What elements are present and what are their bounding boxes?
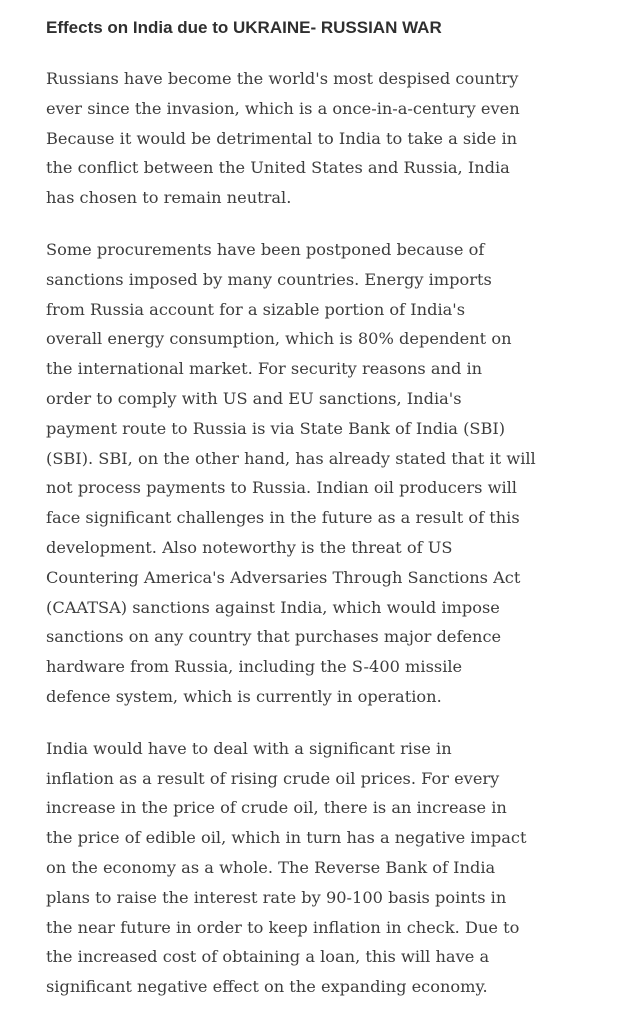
- paragraph-line: the conflict between the United States and Russia, India: [46, 158, 510, 178]
- paragraph-1: [46, 64, 586, 213]
- article-body: [46, 64, 586, 1002]
- paragraph-line: hardware from Russia, including the S-400 missile: [46, 657, 463, 677]
- paragraph-line: India would have to deal with a significant rise in: [46, 738, 452, 758]
- paragraph-line: Because it would be detrimental to India to take a side in: [46, 128, 518, 148]
- paragraph-line: defence system, which is currently in operation.: [46, 686, 442, 706]
- paragraph-line: the increased cost of obtaining a loan, this will have a: [46, 947, 490, 967]
- paragraph-line: ever since the invasion, which is a once-in-a-century even: [46, 98, 520, 118]
- paragraph-line: on the economy as a whole. The Reverse Bank of India: [46, 857, 496, 877]
- paragraph-line: Countering America's Adversaries Through Sanctions Act: [46, 567, 521, 587]
- paragraph-line: inflation as a result of rising crude oil prices. For every: [46, 768, 500, 788]
- paragraph-line: the price of edible oil, which in turn has a negative impact: [46, 828, 527, 848]
- paragraph-2: [46, 235, 586, 712]
- paragraph-line: overall energy consumption, which is 80% dependent on: [46, 329, 512, 349]
- paragraph-3: [46, 734, 586, 1002]
- paragraph-line: the international market. For security reasons and in: [46, 359, 483, 379]
- article: [46, 14, 586, 1024]
- paragraph-line: significant negative effect on the expanding economy.: [46, 977, 488, 997]
- paragraph-line: sanctions imposed by many countries. Energy imports: [46, 269, 492, 289]
- paragraph-line: Some procurements have been postponed because of: [46, 239, 485, 259]
- paragraph-line: Russians have become the world's most despised country: [46, 69, 519, 88]
- paragraph-line: payment route to Russia is via State Bank of India (SBI): [46, 418, 506, 438]
- paragraph-line: from Russia account for a sizable portion of India's: [46, 299, 466, 319]
- paragraph-line: the near future in order to keep inflation in check. Due to: [46, 917, 520, 937]
- paragraph-line: face significant challenges in the future as a result of this: [46, 508, 520, 528]
- paragraph-line: plans to raise the interest rate by 90-100 basis points in: [46, 887, 507, 907]
- paragraph-line: sanctions on any country that purchases major defence: [46, 627, 502, 647]
- paragraph-line: not process payments to Russia. Indian oil producers will: [46, 478, 517, 498]
- article-heading: Effects on India due to UKRAINE- RUSSIAN WAR: [46, 18, 442, 37]
- paragraph-line: development. Also noteworthy is the threat of US: [46, 537, 453, 557]
- paragraph-line: increase in the price of crude oil, there is an increase in: [46, 798, 507, 818]
- paragraph-line: (CAATSA) sanctions against India, which would impose: [46, 597, 500, 617]
- paragraph-line: has chosen to remain neutral.: [46, 188, 292, 208]
- paragraph-line: (SBI). SBI, on the other hand, has already stated that it will: [46, 448, 536, 468]
- paragraph-line: order to comply with US and EU sanctions, India's: [46, 388, 462, 408]
